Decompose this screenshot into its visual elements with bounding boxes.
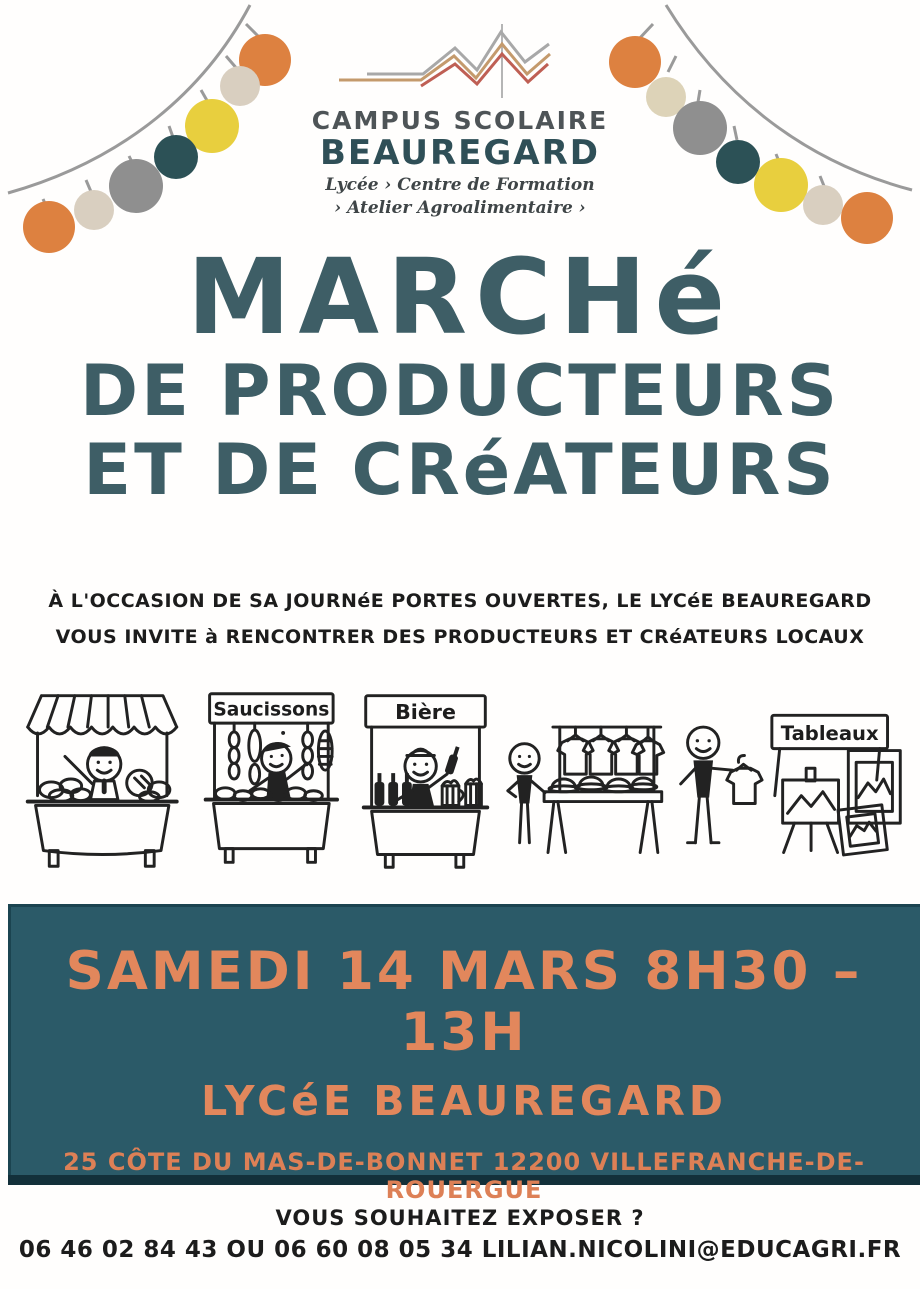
saucissons-stall-illustration: [190, 684, 352, 874]
contact-phone-email: 06 46 02 84 43 OU 06 60 08 05 34 LILIAN.NICOLINI@EDUCAGRI.FR: [18, 1237, 902, 1263]
bakery-stall-illustration: [14, 684, 190, 874]
poster-title: [0, 236, 920, 512]
logo-tagline-line1: Lycée › Centre de Formation: [325, 175, 595, 195]
clothes-stall-illustration: [499, 684, 666, 874]
title-marche: MARCHé: [187, 236, 733, 358]
title-et-de-createurs: ET DE CRéATEURS: [83, 429, 837, 512]
event-datetime: SAMEDI 14 MARS 8H30 – 13H: [65, 941, 863, 1063]
event-venue: LYCéE BEAUREGARD: [201, 1077, 727, 1125]
campus-logo: [0, 22, 920, 220]
logo-beauregard: BEAUREGARD: [319, 133, 601, 173]
logo-tagline-line2: › Atelier Agroalimentaire ›: [334, 198, 586, 219]
event-banner: [8, 904, 920, 1204]
title-de-producteurs: DE PRODUCTEURS: [79, 350, 841, 433]
biere-sign-label: Bière: [395, 700, 457, 725]
market-stalls-illustration: [14, 682, 906, 874]
exhibit-question: VOUS SOUHAITEZ EXPOSER ?: [275, 1206, 645, 1230]
logo-campus-scolaire: CAMPUS SCOLAIRE: [311, 106, 609, 135]
footer-contact-block: [0, 1206, 920, 1263]
intro-line1: À L'OCCASION DE SA JOURNéE PORTES OUVERTES, LE LYCéE BEAUREGARD: [48, 590, 872, 612]
tableaux-stall-illustration: [666, 684, 906, 874]
saucissons-sign-label: Saucissons: [213, 699, 330, 721]
event-address: 25 CÔTE DU MAS-DE-BONNET 12200 VILLEFRANCHE-DE-ROUERGUE: [63, 1148, 865, 1204]
mountain-zigzag-icon: [335, 22, 585, 104]
intro-line2: VOUS INVITE à RENCONTRER DES PRODUCTEURS ET CRéATEURS LOCAUX: [55, 626, 865, 649]
beer-stall-illustration: [352, 684, 499, 874]
intro-text: [0, 583, 920, 655]
tableaux-sign-label: Tableaux: [780, 721, 879, 745]
